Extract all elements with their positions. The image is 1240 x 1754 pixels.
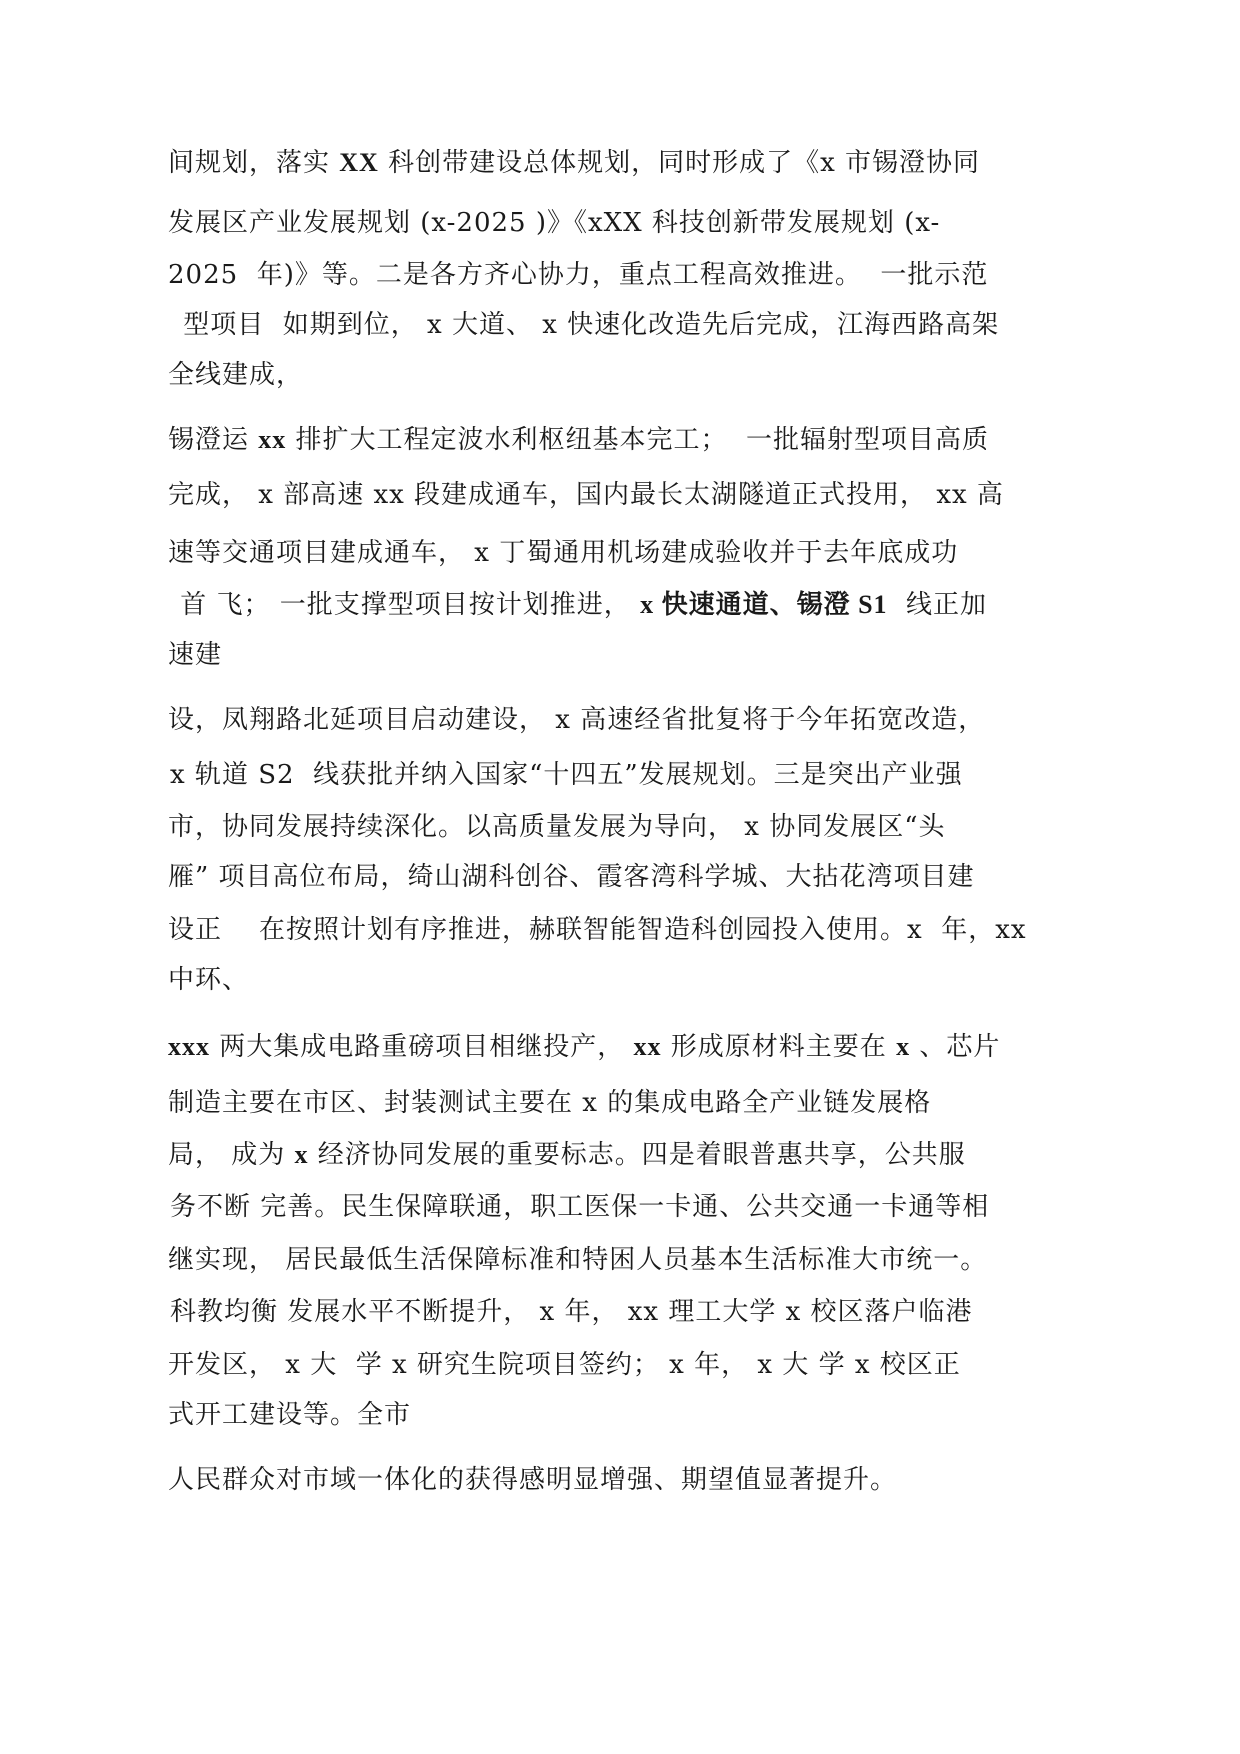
text-line — [174, 310, 999, 340]
text-run: 人民群众对市域一体化的获得感明显增强、期望值显著提升。 — [168, 1465, 898, 1495]
text-line — [168, 965, 249, 995]
text-line — [170, 760, 963, 790]
text-line — [168, 208, 940, 238]
text-line — [168, 1350, 961, 1380]
text-run: 制造主要在市区、封装测试主要在 x 的集成电路全产业链发展格 — [168, 1088, 932, 1118]
text-line — [171, 590, 987, 620]
text-run: 2025 年)》等。二是各方齐心协力，重点工程高效推进。 一批示范 — [168, 260, 989, 290]
text-run: 形成原材料主要在 — [661, 1032, 897, 1062]
text-line — [168, 812, 946, 842]
text-run: 锡澄运 — [168, 425, 259, 455]
bold-text: XX — [339, 148, 379, 177]
text-line — [168, 148, 980, 178]
text-run: 两大集成电路重磅项目相继投产， — [210, 1032, 634, 1062]
text-run: 中环、 — [168, 965, 250, 995]
text-run: 、芯片 — [910, 1032, 1001, 1062]
bold-text: x — [896, 1032, 911, 1061]
bold-text: xx — [258, 425, 287, 454]
text-line — [168, 260, 988, 290]
text-line — [168, 1140, 966, 1170]
text-run: 市，协同发展持续深化。以高质量发展为导向， x 协同发展区“头 — [168, 812, 946, 842]
text-run: 全线建成， — [168, 360, 304, 390]
text-run: 科教均衡 发展水平不断提升， x 年， xx 理工大学 x 校区落户临港 — [170, 1297, 973, 1327]
text-line — [168, 480, 1004, 510]
text-run: 完成， x 部高速 xx 段建成通车，国内最长太湖隧道正式投用， xx 高 — [168, 480, 1004, 510]
text-line — [168, 915, 1027, 945]
text-line — [168, 1400, 411, 1430]
text-run: 型项目 如期到位， x 大道、 x 快速化改造先后完成，江海西路高架 — [174, 310, 1000, 340]
text-line — [168, 538, 958, 568]
text-line — [168, 1465, 897, 1495]
bold-text: xxx — [168, 1032, 210, 1061]
text-run: 式开工建设等。全市 — [168, 1400, 412, 1430]
text-run: 发展区产业发展规划 (x-2025 )》《xXX 科技创新带发展规划 (x- — [168, 208, 941, 238]
text-line — [168, 862, 975, 892]
text-line — [170, 1192, 989, 1222]
text-line — [168, 1245, 987, 1275]
text-run: 务不断 完善。民生保障联通，职工医保一卡通、公共交通一卡通等相 — [170, 1192, 990, 1222]
text-line — [168, 640, 222, 670]
text-run: 设正 在按照计划有序推进，赫联智能智造科创园投入使用。x 年，xx — [168, 915, 1027, 945]
text-line — [168, 1088, 931, 1118]
text-run: x 轨道 S2 线获批并纳入国家“十四五”发展规划。三是突出产业强 — [170, 760, 963, 790]
text-run: 速建 — [168, 640, 223, 670]
text-run: 线正加 — [887, 590, 988, 620]
text-line — [170, 1297, 973, 1327]
bold-text: x 快速通道、锡澄 S1 — [640, 590, 888, 619]
text-run: 经济协同发展的重要标志。四是着眼普惠共享，公共服 — [308, 1140, 966, 1170]
text-run: 排扩大工程定波水利枢纽基本完工； 一批辐射型项目高质 — [286, 425, 990, 455]
text-run: 设，凤翔路北延项目启动建设， x 高速经省批复将于今年拓宽改造， — [168, 705, 986, 735]
text-line — [168, 1032, 1000, 1062]
text-run: 间规划，落实 — [168, 148, 340, 178]
text-run: 局， 成为 — [168, 1140, 295, 1170]
text-run: 速等交通项目建成通车， x 丁蜀通用机场建成验收并于去年底成功 — [168, 538, 959, 568]
text-run: 科创带建设总体规划，同时形成了《x 市锡澄协同 — [378, 148, 981, 178]
text-run: 继实现， 居民最低生活保障标准和特困人员基本生活标准大市统一。 — [168, 1245, 988, 1275]
text-line — [168, 425, 989, 455]
text-run: 雁” 项目高位布局，绮山湖科创谷、霞客湾科学城、大拈花湾项目建 — [168, 862, 975, 892]
text-line — [168, 705, 985, 735]
bold-text: xx — [633, 1032, 662, 1061]
text-line — [168, 360, 303, 390]
bold-text: x — [294, 1140, 309, 1169]
text-run: 首 飞； 一批支撑型项目按计划推进， — [171, 590, 641, 620]
text-run: 开发区， x 大 学 x 研究生院项目签约； x 年， x 大 学 x 校区正 — [168, 1350, 961, 1380]
